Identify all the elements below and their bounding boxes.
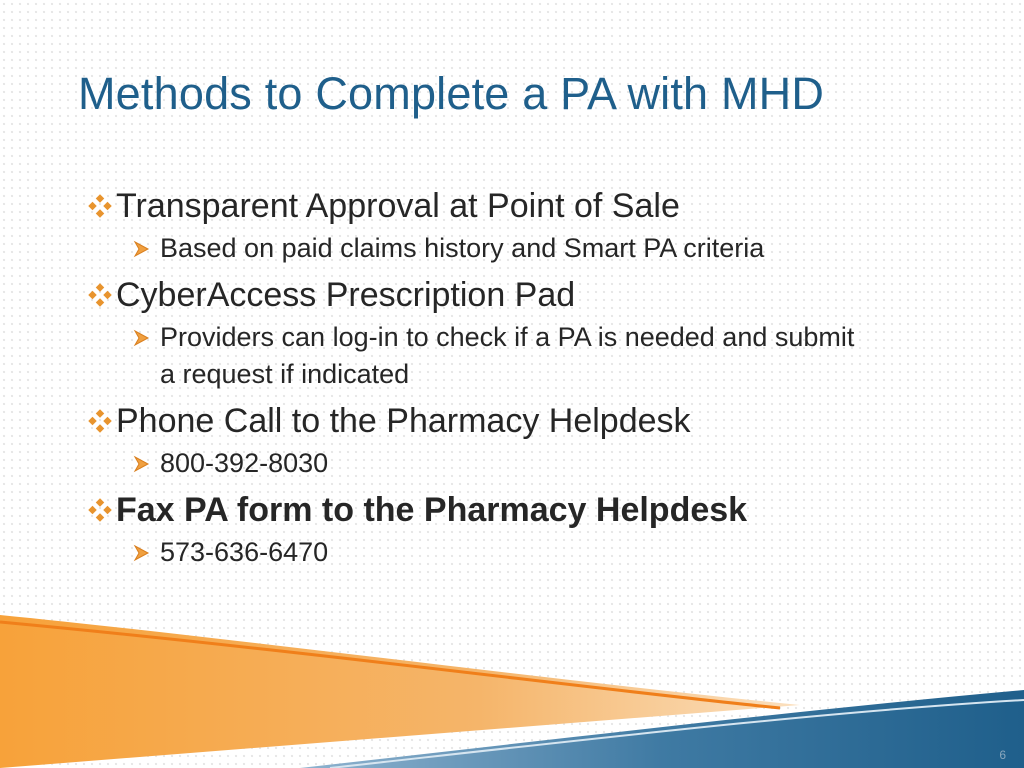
bullet-text: CyberAccess Prescription Pad	[116, 276, 576, 314]
bullet-text: Fax PA form to the Pharmacy Helpdesk	[116, 491, 748, 529]
bullet-text: Phone Call to the Pharmacy Helpdesk	[116, 402, 691, 440]
sub-bullet-text: 573-636-6470	[160, 537, 329, 567]
page-number: 6	[999, 748, 1006, 762]
bullet-text: Transparent Approval at Point of Sale	[116, 187, 680, 225]
sub-bullet-text: Based on paid claims history and Smart PA criteria	[160, 233, 765, 263]
sub-bullet-text: 800-392-8030	[160, 448, 329, 478]
slide-title: Methods to Complete a PA with MHD	[78, 68, 825, 119]
sub-bullet-text: Providers can log-in to check if a PA is needed and submit a request if indicated	[160, 322, 855, 389]
